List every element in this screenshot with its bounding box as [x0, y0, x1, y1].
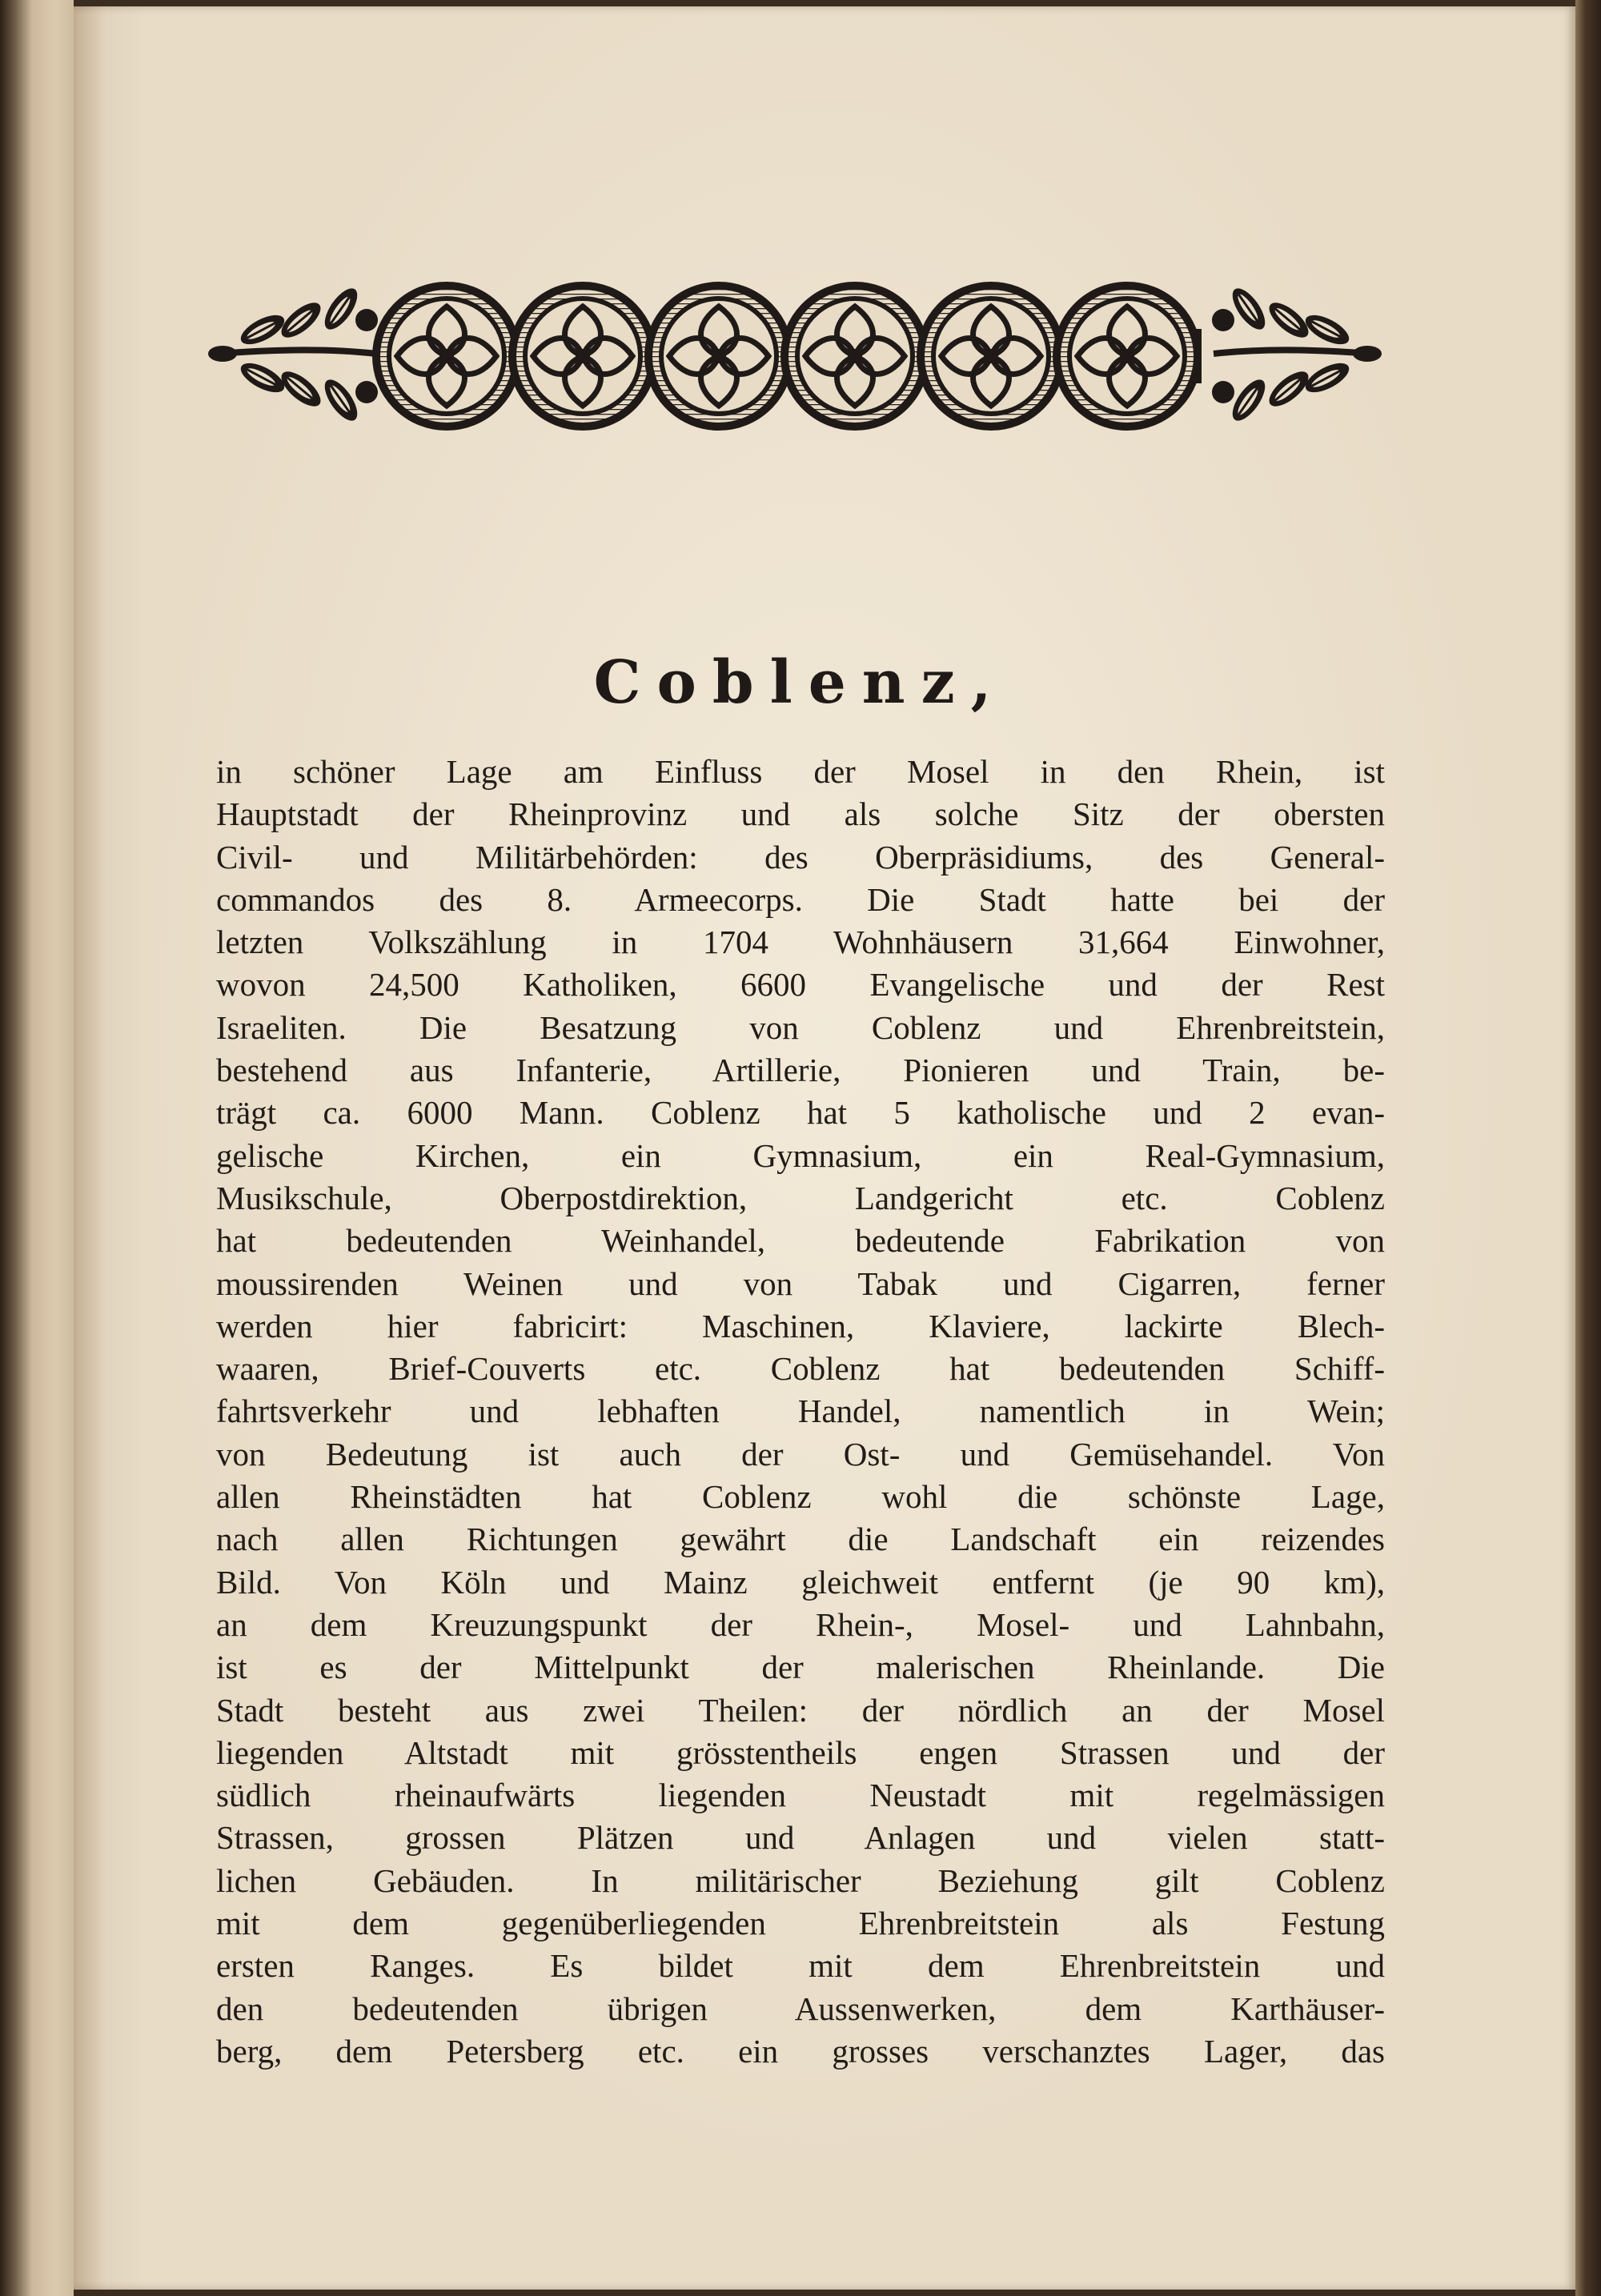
- text-line: Musikschule, Oberpostdirektion, Landgericht etc. Coblenz: [216, 1179, 1385, 1216]
- right-page-edge: [1575, 0, 1601, 2296]
- text-line: Civil- und Militärbehörden: des Oberpräsidiums, des General-: [216, 838, 1385, 876]
- text-line: Hauptstadt der Rheinprovinz und als solche Sitz der obersten: [216, 795, 1385, 833]
- text-line: berg, dem Petersberg etc. ein grosses verschanztes Lager, das: [216, 2032, 1385, 2070]
- text-line: commandos des 8. Armeecorps. Die Stadt hatte bei der: [216, 880, 1385, 918]
- text-line: allen Rheinstädten hat Coblenz wohl die schönste Lage,: [216, 1478, 1385, 1516]
- text-line: werden hier fabricirt: Maschinen, Klaviere, lackirte Blech-: [216, 1307, 1385, 1344]
- ornament-vignette: [207, 264, 1383, 448]
- body-text: [216, 751, 1385, 2073]
- text-line: ersten Ranges. Es bildet mit dem Ehrenbreitstein und: [216, 1947, 1385, 1985]
- text-line: hat bedeutenden Weinhandel, bedeutende Fabrikation von: [216, 1222, 1385, 1260]
- text-line: Stadt besteht aus zwei Theilen: der nördlich an der Mosel: [216, 1691, 1385, 1729]
- text-line: Bild. Von Köln und Mainz gleichweit entfernt (je 90 km),: [216, 1563, 1385, 1601]
- text-line: südlich rheinaufwärts liegenden Neustadt mit regelmässigen: [216, 1777, 1385, 1814]
- text-line: waaren, Brief-Couverts etc. Coblenz hat bedeutenden Schiff-: [216, 1350, 1385, 1388]
- text-line: bestehend aus Infanterie, Artillerie, Pionieren und Train, be-: [216, 1052, 1385, 1089]
- text-line: den bedeutenden übrigen Aussenwerken, dem Karthäuser-: [216, 1989, 1385, 2027]
- text-line: an dem Kreuzungspunkt der Rhein-, Mosel- und Lahnbahn,: [216, 1605, 1385, 1643]
- text-line: lichen Gebäuden. In militärischer Beziehung gilt Coblenz: [216, 1861, 1385, 1899]
- text-line: Strassen, grossen Plätzen und Anlagen und vielen statt-: [216, 1819, 1385, 1857]
- text-line: letzten Volkszählung in 1704 Wohnhäusern 31,664 Einwohner,: [216, 924, 1385, 961]
- text-line: trägt ca. 6000 Mann. Coblenz hat 5 katholische und 2 evan-: [216, 1094, 1385, 1132]
- text-line: Israeliten. Die Besatzung von Coblenz und Ehrenbreitstein,: [216, 1008, 1385, 1046]
- text-line: von Bedeutung ist auch der Ost- und Gemüsehandel. Von: [216, 1435, 1385, 1473]
- text-line: in schöner Lage am Einfluss der Mosel in den Rhein, ist: [216, 753, 1385, 790]
- text-line: gelische Kirchen, ein Gymnasium, ein Real-Gymnasium,: [216, 1136, 1385, 1174]
- text-line: ist es der Mittelpunkt der malerischen Rheinlande. Die: [216, 1649, 1385, 1686]
- page-title: Coblenz,: [593, 648, 1008, 717]
- text-line: fahrtsverkehr und lebhaften Handel, namentlich in Wein;: [216, 1392, 1385, 1430]
- left-page-edge: [0, 0, 74, 2296]
- text-line: liegenden Altstadt mit grösstentheils engen Strassen und der: [216, 1733, 1385, 1771]
- text-line: mit dem gegenüberliegenden Ehrenbreitstein als Festung: [216, 1905, 1385, 1942]
- text-line: wovon 24,500 Katholiken, 6600 Evangelische und der Rest: [216, 966, 1385, 1004]
- text-line: moussirenden Weinen und von Tabak und Cigarren, ferner: [216, 1264, 1385, 1302]
- text-line: nach allen Richtungen gewährt die Landschaft ein reizendes: [216, 1521, 1385, 1558]
